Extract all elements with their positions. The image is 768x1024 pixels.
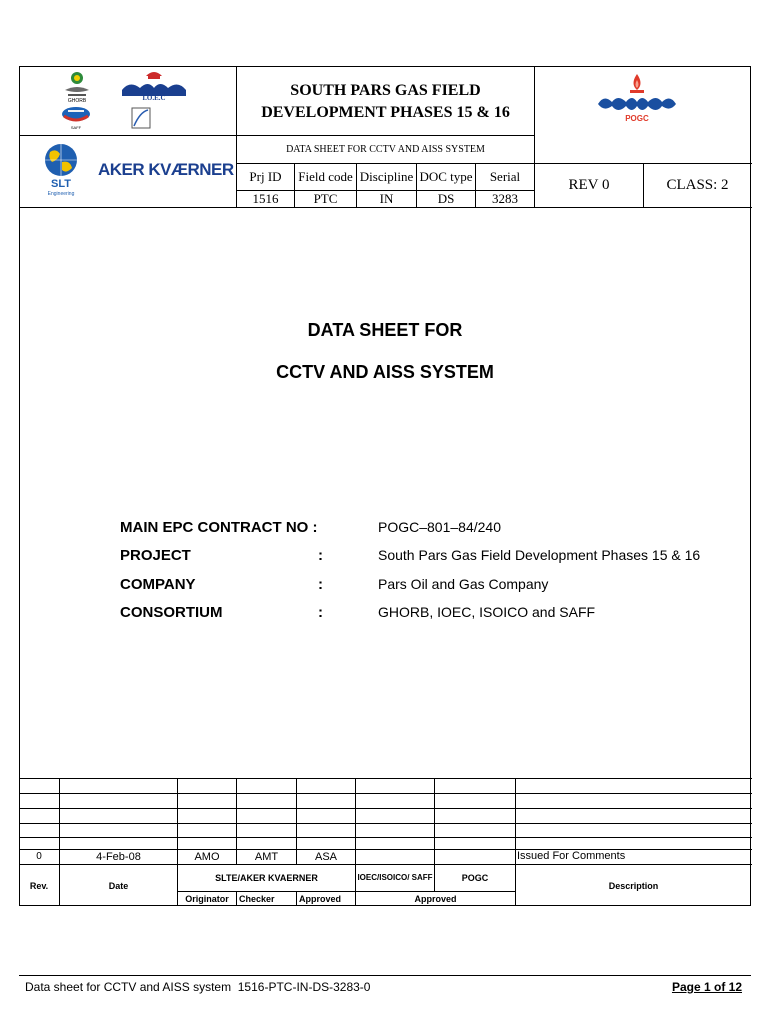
pogc-label: POGC bbox=[625, 114, 649, 123]
rev-header-description: Description bbox=[608, 880, 659, 891]
field-value-project: South Pars Gas Field Development Phases 15 & 16 bbox=[378, 547, 701, 563]
rev-header-originator: Originator bbox=[185, 894, 229, 904]
slt-sublabel: Engineering bbox=[47, 191, 75, 197]
field-colon-consortium: : bbox=[318, 604, 323, 621]
aker-kvaerner-logo: AKER KVÆRNER bbox=[98, 160, 234, 179]
rev-header-rev: Rev. bbox=[29, 880, 49, 891]
slt-label: SLT bbox=[51, 178, 71, 190]
rev-header-pogc: POGC bbox=[461, 873, 489, 883]
rev-row-date: 4-Feb-08 bbox=[96, 850, 141, 863]
ioec-logo bbox=[118, 68, 190, 104]
field-label-project: PROJECT bbox=[120, 547, 191, 564]
rev-header-date: Date bbox=[108, 880, 129, 891]
code-value-doc-type: DS bbox=[437, 191, 455, 206]
document-title-line2: CCTV AND AISS SYSTEM bbox=[276, 362, 494, 382]
rev-row-originator: AMO bbox=[194, 850, 220, 863]
class-label: CLASS: 2 bbox=[666, 177, 729, 193]
header-divider-bottom bbox=[19, 207, 752, 208]
field-value-company: Pars Oil and Gas Company bbox=[378, 576, 549, 592]
project-title-line1: SOUTH PARS GAS FIELD bbox=[290, 82, 481, 99]
saff-logo bbox=[58, 106, 94, 132]
field-value-consortium: GHORB, IOEC, ISOICO and SAFF bbox=[378, 604, 596, 620]
pogc-logo bbox=[592, 70, 682, 130]
field-label-contract: MAIN EPC CONTRACT NO : bbox=[120, 519, 318, 536]
code-value-discipline: IN bbox=[379, 191, 394, 206]
rev-header-slte: SLTE/AKER KVAERNER bbox=[215, 873, 318, 883]
code-header-doc-type: DOC type bbox=[419, 169, 473, 184]
saff-label: SAFF bbox=[70, 125, 82, 130]
ioec-label: I.O.E.C bbox=[142, 94, 166, 102]
rev-row-description: Issued For Comments bbox=[517, 850, 626, 862]
field-label-company: COMPANY bbox=[120, 576, 196, 593]
rev-header-checker: Checker bbox=[239, 894, 275, 904]
ghorb-logo bbox=[62, 70, 92, 104]
code-value-serial: 3283 bbox=[492, 191, 518, 206]
footer-page-number: Page 1 of 12 bbox=[671, 980, 742, 994]
field-colon-company: : bbox=[318, 576, 323, 593]
isoico-logo bbox=[130, 106, 154, 132]
field-colon-project: : bbox=[318, 547, 323, 564]
project-title-line2: DEVELOPMENT PHASES 15 & 16 bbox=[261, 104, 510, 121]
rev-header-approved: Approved bbox=[299, 894, 342, 904]
code-header-discipline: Discipline bbox=[359, 169, 414, 184]
code-header-prj-id: Prj ID bbox=[249, 169, 282, 184]
project-title bbox=[237, 74, 534, 130]
document-title-line1: DATA SHEET FOR bbox=[307, 320, 463, 340]
rev-row-checker: AMT bbox=[254, 850, 279, 863]
code-header-serial: Serial bbox=[489, 169, 521, 184]
footer-rule bbox=[19, 975, 751, 976]
code-value-field-code: PTC bbox=[313, 191, 338, 206]
rev-header-ioec: IOEC/ISOICO/ SAFF bbox=[357, 873, 433, 882]
rev-header-approved-2: Approved bbox=[414, 894, 457, 904]
rev-row-approved: ASA bbox=[314, 850, 337, 863]
field-value-contract: POGC–801–84/240 bbox=[378, 519, 501, 535]
code-header-field-code: Field code bbox=[298, 169, 353, 184]
field-label-consortium: CONSORTIUM bbox=[120, 604, 223, 621]
doc-title: DATA SHEET FOR CCTV AND AISS SYSTEM bbox=[286, 144, 485, 155]
footer-doc-reference: Data sheet for CCTV and AISS system 1516-PTC-IN-DS-3283-0 bbox=[25, 980, 371, 994]
ghorb-label: GHORB bbox=[67, 98, 87, 104]
code-value-prj-id: 1516 bbox=[252, 191, 279, 206]
revision-label: REV 0 bbox=[568, 177, 610, 193]
slt-logo bbox=[38, 142, 84, 202]
rev-row-rev: 0 bbox=[36, 851, 42, 862]
consortium-logos bbox=[40, 68, 230, 134]
